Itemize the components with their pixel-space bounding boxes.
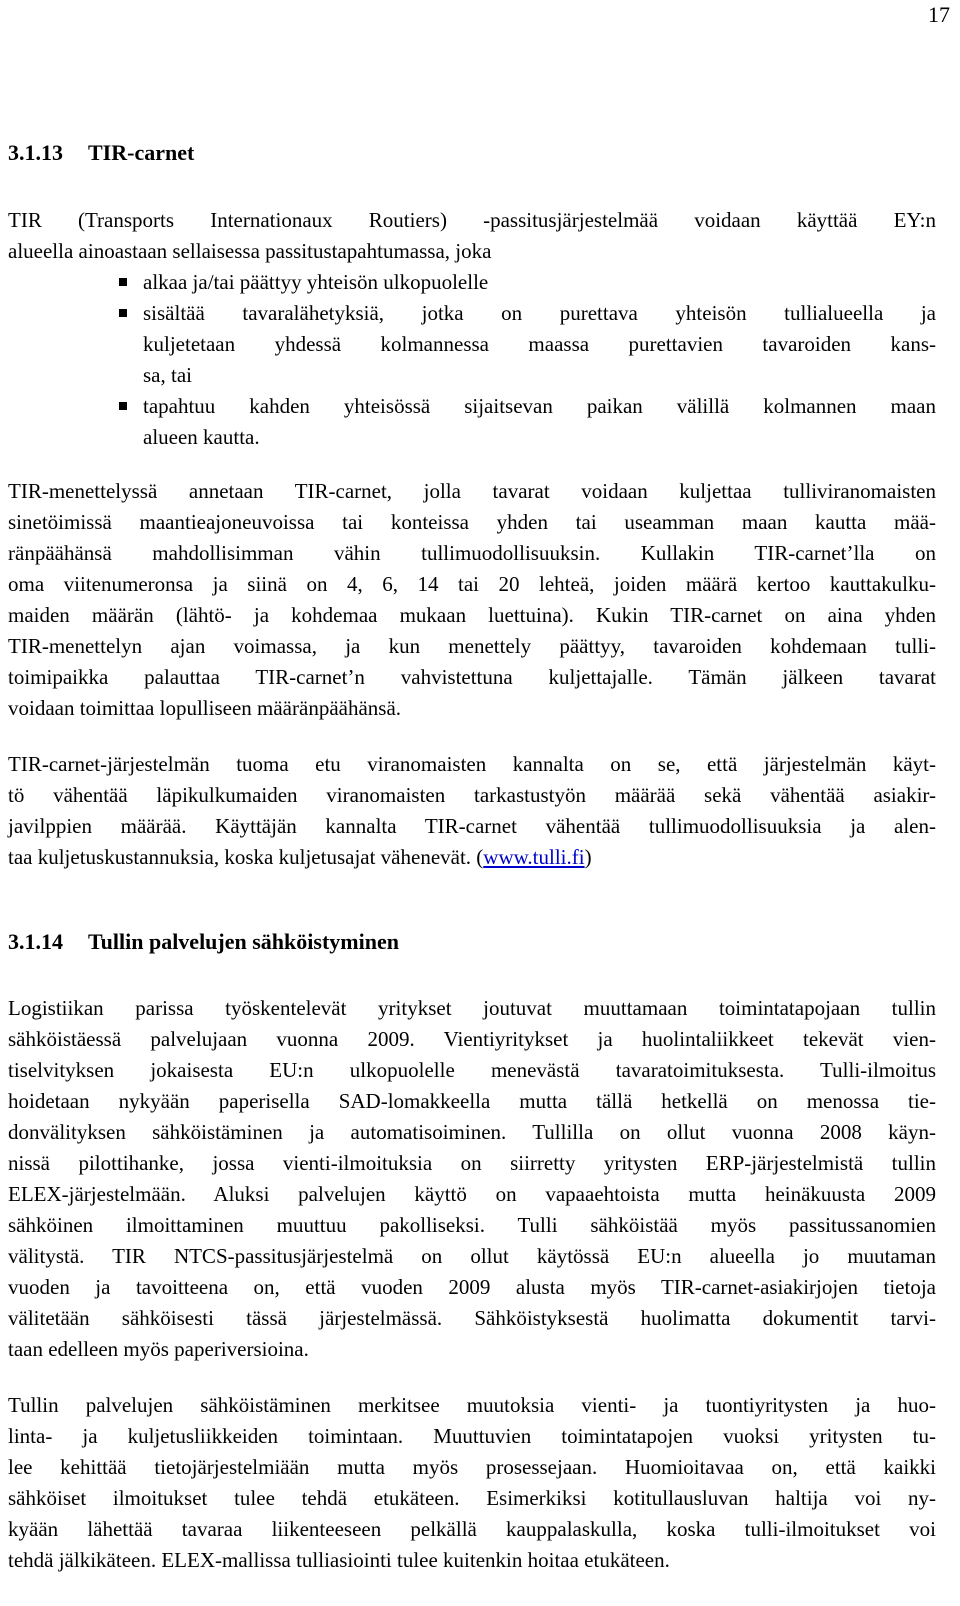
text-line: javilppien määrää. Käyttäjän kannalta TIR-carnet vähentää tullimuodollisuuksia ja alen-	[8, 814, 936, 838]
text-line: sa, tai	[143, 363, 192, 387]
text-line: hoidetaan nykyään paperisella SAD-lomakkeella mutta tällä hetkellä on menossa tie-	[8, 1089, 936, 1113]
text-line: alueella ainoastaan sellaisessa passitustapahtumassa, joka	[8, 239, 492, 263]
page-number: 17	[928, 2, 950, 27]
text-line: sähköistäessä palvelujaan vuonna 2009. Vientiyritykset ja huolintaliikkeet tekevät vien-	[8, 1027, 936, 1051]
text-line: TIR-menettelyssä annetaan TIR-carnet, jolla tavarat voidaan kuljettaa tulliviranomaisten	[8, 479, 936, 503]
bullet-list	[143, 267, 936, 453]
text-line: sisältää tavaralähetyksiä, jotka on purettava yhteisön tullialueella ja	[143, 301, 936, 325]
text-line: ränpäähänsä mahdollisimman vähin tullimuodollisuuksin. Kullakin TIR-carnet’lla on	[8, 541, 936, 565]
text-line: välitetään sähköisesti tässä järjestelmässä. Sähköistyksestä huolimatta dokumentit tarvi-	[8, 1306, 936, 1330]
paragraph	[8, 993, 936, 1365]
text-line: linta- ja kuljetusliikkeiden toimintaan. Muuttuvien toimintatapojen vuoksi yritysten tu-	[8, 1424, 936, 1448]
paragraph	[8, 1390, 936, 1576]
paragraph	[8, 476, 936, 724]
text-line: alkaa ja/tai päättyy yhteisön ulkopuolelle	[143, 270, 489, 294]
text-line: donvälityksen sähköistäminen ja automatisoiminen. Tullilla on ollut vuonna 2008 käyn-	[8, 1120, 936, 1144]
text-line: tö vähentää läpikulkumaiden viranomaisten tarkastustyön määrää sekä vähentää asiakir-	[8, 783, 936, 807]
text-line: TIR-carnet-järjestelmän tuoma etu viranomaisten kannalta on se, että järjestelmän käyt-	[8, 752, 936, 776]
list-item	[143, 391, 936, 453]
list-item	[143, 267, 936, 298]
text-line: alueen kautta.	[143, 425, 260, 449]
section-heading-3-1-14	[8, 928, 399, 956]
text-line: oma viitenumeronsa ja siinä on 4, 6, 14 tai 20 lehteä, joiden määrä kertoo kauttakulku-	[8, 572, 936, 596]
paragraph	[8, 749, 936, 873]
text-line: Logistiikan parissa työskentelevät yritykset joutuvat muuttamaan toimintatapojaan tullin	[8, 996, 936, 1020]
bullet-square-icon	[119, 309, 127, 317]
text-line: ELEX-järjestelmään. Aluksi palvelujen käyttö on vapaaehtoista mutta heinäkuusta 2009	[8, 1182, 936, 1206]
text-line: lee kehittää tietojärjestelmiään mutta myös prosessejaan. Huomioitavaa on, että kaikki	[8, 1455, 936, 1479]
text-line: tehdä jälkikäteen. ELEX-mallissa tulliasiointi tulee kuitenkin hoitaa etukäteen.	[8, 1548, 670, 1572]
section-heading-3-1-13	[8, 139, 194, 167]
text-line: TIR-menettelyn ajan voimassa, ja kun menettely päättyy, tavaroiden kohdemaan tulli-	[8, 634, 936, 658]
text-line: taan edelleen myös paperiversioina.	[8, 1337, 309, 1361]
text-line: kyään lähettää tavaraa liikenteeseen pelkällä kauppalaskulla, koska tulli-ilmoitukset voi	[8, 1517, 936, 1541]
text-line: sähköinen ilmoittaminen muuttuu pakolliseksi. Tulli sähköistää myös passitussanomien	[8, 1213, 936, 1237]
text-span: )	[584, 845, 592, 869]
text-line: TIR (Transports Internationaux Routiers) -passitusjärjestelmää voidaan käyttää EY:n	[8, 208, 936, 232]
text-line	[8, 842, 936, 873]
text-line: Tullin palvelujen sähköistäminen merkitsee muutoksia vienti- ja tuontiyritysten ja huo-	[8, 1393, 936, 1417]
bullet-square-icon	[119, 402, 127, 410]
section-title: TIR-carnet	[88, 140, 195, 165]
text-line: sinetöimissä maantieajoneuvoissa tai konteissa yhden tai useamman maan kautta mää-	[8, 510, 936, 534]
text-line: välitystä. TIR NTCS-passitusjärjestelmä on ollut käytössä EU:n alueella jo muutaman	[8, 1244, 936, 1268]
section-title: Tullin palvelujen sähköistyminen	[88, 929, 399, 954]
text-line: vuoden ja tavoitteena on, että vuoden 2009 alusta myös TIR-carnet-asiakirjojen tietoja	[8, 1275, 936, 1299]
text-line: nissä pilottihanke, jossa vienti-ilmoituksia on siirretty yritysten ERP-järjestelmistä tullin	[8, 1151, 936, 1175]
tulli-link[interactable]: www.tulli.fi	[483, 845, 585, 869]
list-item	[143, 298, 936, 391]
section-number: 3.1.14	[8, 929, 63, 954]
text-line: kuljetetaan yhdessä kolmannessa maassa purettavien tavaroiden kans-	[143, 332, 936, 356]
text-span: taa kuljetuskustannuksia, koska kuljetusajat vähenevät. (	[8, 845, 484, 869]
intro-paragraph	[8, 205, 936, 267]
text-line: maiden määrän (lähtö- ja kohdemaa mukaan luettuina). Kukin TIR-carnet on aina yhden	[8, 603, 936, 627]
text-line: sähköiset ilmoitukset tulee tehdä etukäteen. Esimerkiksi kotitullausluvan haltija voi ny-	[8, 1486, 936, 1510]
bullet-square-icon	[119, 278, 127, 286]
text-line: toimipaikka palauttaa TIR-carnet’n vahvistettuna kuljettajalle. Tämän jälkeen tavarat	[8, 665, 936, 689]
text-line: tiselvityksen jokaisesta EU:n ulkopuolelle menevästä tavaratoimituksesta. Tulli-ilmoitus	[8, 1058, 936, 1082]
section-number: 3.1.13	[8, 140, 63, 165]
text-line: tapahtuu kahden yhteisössä sijaitsevan paikan välillä kolmannen maan	[143, 394, 936, 418]
text-line: voidaan toimittaa lopulliseen määränpäähänsä.	[8, 696, 402, 720]
